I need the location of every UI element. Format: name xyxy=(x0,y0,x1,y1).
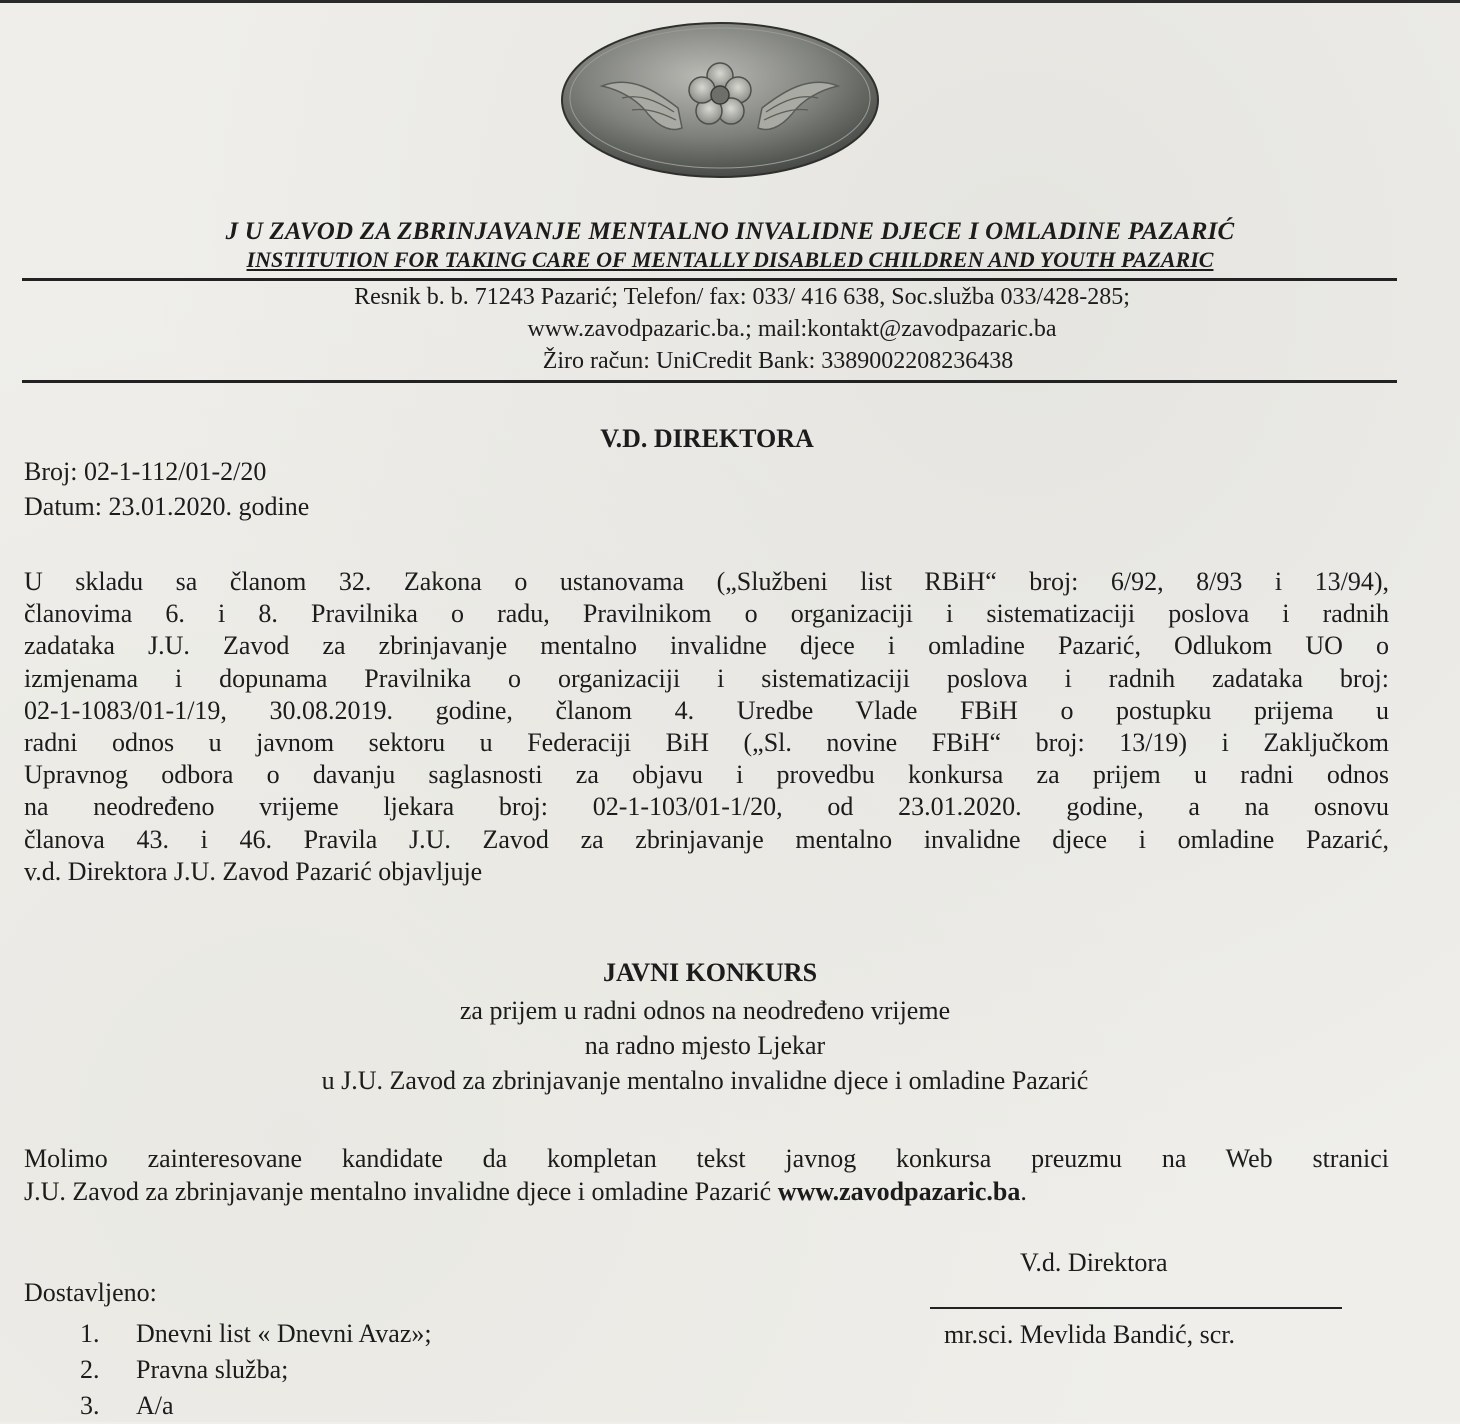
letterhead-rule-top xyxy=(22,278,1397,281)
website-link[interactable]: www.zavodpazaric.ba xyxy=(777,1177,1021,1206)
konkurs-subtitle-2: na radno mjesto Ljekar xyxy=(584,1031,826,1060)
preamble-line: v.d. Direktora J.U. Zavod Pazarić objavljuje xyxy=(24,856,483,886)
invitation-end: . xyxy=(1020,1177,1027,1206)
preamble-line: izmjenama i dopunama Pravilnika o organizaciji i sistematizaciji poslova i radnih zadataka broj: xyxy=(24,663,1389,693)
preamble-line: na neodređeno vrijeme ljekara broj: 02-1-103/01-1/20, od 23.01.2020. godine, a na osnovu xyxy=(24,792,1389,822)
institution-name-en: INSTITUTION FOR TAKING CARE OF MENTALLY DISABLED CHILDREN AND YOUTH PAZARIC xyxy=(246,247,1214,272)
list-item-number: 3. xyxy=(80,1391,100,1420)
preamble-paragraph xyxy=(24,566,1389,888)
invitation-text: J.U. Zavod za zbrinjavanje mentalno invalidne djece i omladine Pazarić xyxy=(24,1177,778,1206)
preamble-line: članovima 6. i 8. Pravilnika o radu, Pravilnikom o organizaciji i sistematizaciji poslova i radnih xyxy=(24,599,1389,629)
signature-name: mr.sci. Mevlida Bandić, scr. xyxy=(944,1320,1236,1349)
list-item xyxy=(80,1352,432,1388)
preamble-line: Upravnog odbora o davanju saglasnosti za objavu i provedbu konkursa za prijem u radni odnos xyxy=(24,760,1389,790)
list-item-number: 1. xyxy=(80,1319,100,1348)
list-item xyxy=(80,1388,432,1424)
delivered-list xyxy=(80,1316,432,1424)
list-item-text: Dnevni list « Dnevni Avaz»; xyxy=(136,1319,432,1348)
invitation-line xyxy=(24,1175,1389,1208)
signature-line xyxy=(930,1307,1342,1309)
preamble-line: 02-1-1083/01-1/19, 30.08.2019. godine, članom 4. Uredbe Vlade FBiH o postupku prijema u xyxy=(24,695,1389,725)
flower-wings-emblem-icon xyxy=(560,20,880,180)
delivered-label: Dostavljeno: xyxy=(24,1278,157,1307)
top-border xyxy=(0,0,1460,3)
letterhead-rule-bottom xyxy=(22,380,1397,383)
konkurs-subtitle-1: za prijem u radni odnos na neodređeno vrijeme xyxy=(459,996,951,1025)
invitation-line: Molimo zainteresovane kandidate da kompletan tekst javnog konkursa preuzmu na Web stranici xyxy=(24,1144,1389,1173)
preamble-line: zadataka J.U. Zavod za zbrinjavanje mentalno invalidne djece i omladine Pazarić, Odlukom UO o xyxy=(24,631,1389,661)
konkurs-title: JAVNI KONKURS xyxy=(602,958,818,987)
institution-name-bs: J U ZAVOD ZA ZBRINJAVANJE MENTALNO INVALIDNE DJECE I OMLADINE PAZARIĆ xyxy=(225,218,1235,245)
preamble-line: U skladu sa članom 32. Zakona o ustanovama („Službeni list RBiH“ broj: 6/92, 8/93 i 13/94), xyxy=(24,567,1389,596)
invitation-paragraph xyxy=(24,1142,1389,1208)
list-item-text: A/a xyxy=(136,1391,174,1420)
contact-address: Resnik b. b. 71243 Pazarić; Telefon/ fax: 033/ 416 638, Soc.služba 033/428-285; xyxy=(354,284,1130,310)
contact-bank-account: Žiro račun: UniCredit Bank: 3389002208236438 xyxy=(542,348,1014,374)
preamble-line: radni odnos u javnom sektoru u Federaciji BiH („Sl. novine FBiH“ broj: 13/19) i Zaključkom xyxy=(24,728,1389,758)
contact-web-mail: www.zavodpazaric.ba.; mail:kontakt@zavodpazaric.ba xyxy=(527,316,1057,342)
document-date: Datum: 23.01.2020. godine xyxy=(24,492,310,521)
list-item xyxy=(80,1316,432,1352)
reference-number: Broj: 02-1-112/01-2/20 xyxy=(24,457,267,486)
list-item-number: 2. xyxy=(80,1355,100,1384)
issuer-title: V.D. DIREKTORA xyxy=(600,424,814,453)
list-item-text: Pravna služba; xyxy=(136,1355,289,1384)
signature-role: V.d. Direktora xyxy=(1020,1248,1168,1277)
konkurs-subtitle-3: u J.U. Zavod za zbrinjavanje mentalno invalidne djece i omladine Pazarić xyxy=(321,1066,1089,1095)
preamble-line: članova 43. i 46. Pravila J.U. Zavod za zbrinjavanje mentalno invalidne djece i omladine Pazarić, xyxy=(24,824,1389,854)
